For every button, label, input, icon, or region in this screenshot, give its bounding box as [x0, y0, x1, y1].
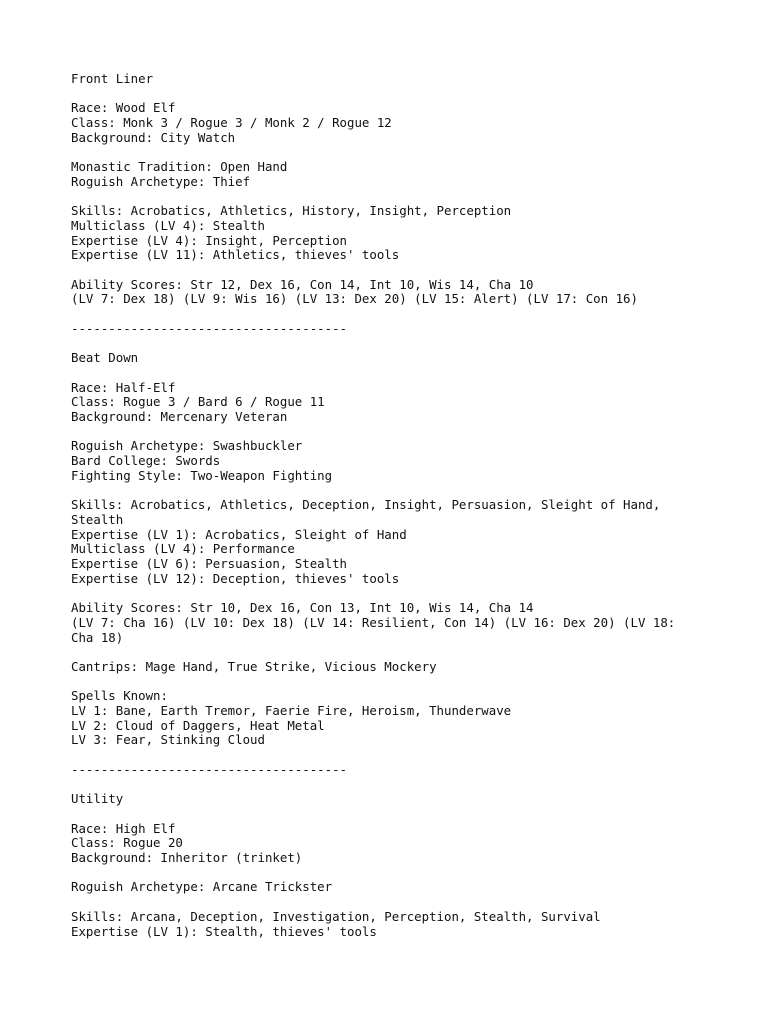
race-line: Race: High Elf [71, 820, 176, 836]
build-subclasses [71, 880, 721, 895]
skills-line: Expertise (LV 11): Athletics, thieves' tools [71, 247, 400, 263]
build-beat-down [71, 351, 721, 366]
skills-line: Expertise (LV 6): Persuasion, Stealth [71, 556, 348, 572]
document-page [71, 72, 721, 954]
spells-line: LV 1: Bane, Earth Tremor, Faerie Fire, Heroism, Thunderwave [71, 703, 512, 719]
ability-line: (LV 7: Cha 16) (LV 10: Dex 18) (LV 14: Resilient, Con 14) (LV 16: Dex 20) (LV 18: [71, 614, 676, 630]
build-basics [71, 822, 721, 866]
subclass-line: Roguish Archetype: Swashbuckler [71, 438, 303, 454]
section-divider: ------------------------------------- [71, 320, 348, 336]
background-line: Background: Mercenary Veteran [71, 409, 288, 425]
skills-line: Skills: Acrobatics, Athletics, History, Insight, Perception [71, 203, 512, 219]
build-title: Front Liner [71, 71, 154, 86]
background-line: Background: City Watch [71, 129, 236, 145]
cantrips-line: Cantrips: Mage Hand, True Strike, Vicious Mockery [71, 658, 437, 674]
skills-line: Skills: Acrobatics, Athletics, Deception, Insight, Persuasion, Sleight of Hand, [71, 497, 661, 513]
subclass-line: Roguish Archetype: Thief [71, 173, 251, 189]
spells-line: Spells Known: [71, 688, 168, 704]
skills-line: Expertise (LV 12): Deception, thieves' tools [71, 570, 400, 586]
build-spells [71, 689, 721, 748]
spells-line: LV 2: Cloud of Daggers, Heat Metal [71, 717, 325, 733]
build-cantrips [71, 660, 721, 675]
skills-line: Skills: Arcana, Deception, Investigation, Perception, Stealth, Survival [71, 908, 601, 924]
build-utility [71, 792, 721, 807]
race-line: Race: Wood Elf [71, 100, 176, 116]
build-title: Beat Down [71, 350, 139, 366]
ability-line: (LV 7: Dex 18) (LV 9: Wis 16) (LV 13: Dex 20) (LV 15: Alert) (LV 17: Con 16) [71, 291, 638, 307]
build-basics [71, 101, 721, 145]
race-line: Race: Half-Elf [71, 379, 176, 395]
build-front-liner [71, 72, 721, 87]
subclass-line: Roguish Archetype: Arcane Trickster [71, 879, 333, 895]
subclass-line: Bard College: Swords [71, 453, 221, 469]
ability-line: Cha 18) [71, 629, 124, 645]
build-skills [71, 204, 721, 263]
build-subclasses [71, 439, 721, 483]
skills-line: Stealth [71, 511, 124, 527]
skills-line: Expertise (LV 1): Acrobatics, Sleight of Hand [71, 526, 407, 542]
class-line: Class: Rogue 3 / Bard 6 / Rogue 11 [71, 394, 325, 410]
class-line: Class: Monk 3 / Rogue 3 / Monk 2 / Rogue 12 [71, 115, 392, 131]
build-subclasses [71, 160, 721, 189]
skills-line: Multiclass (LV 4): Stealth [71, 217, 265, 233]
spells-line: LV 3: Fear, Stinking Cloud [71, 732, 265, 748]
background-line: Background: Inheritor (trinket) [71, 850, 303, 866]
build-skills [71, 910, 721, 939]
build-basics [71, 381, 721, 425]
build-skills [71, 498, 721, 586]
skills-line: Expertise (LV 1): Stealth, thieves' tools [71, 923, 377, 939]
build-title: Utility [71, 791, 124, 807]
skills-line: Multiclass (LV 4): Performance [71, 541, 295, 557]
class-line: Class: Rogue 20 [71, 835, 183, 851]
section-divider: ------------------------------------- [71, 761, 348, 777]
build-abilities [71, 601, 721, 645]
build-abilities [71, 278, 721, 307]
ability-line: Ability Scores: Str 10, Dex 16, Con 13, Int 10, Wis 14, Cha 14 [71, 600, 534, 616]
skills-line: Expertise (LV 4): Insight, Perception [71, 232, 348, 248]
subclass-line: Fighting Style: Two-Weapon Fighting [71, 467, 333, 483]
subclass-line: Monastic Tradition: Open Hand [71, 159, 288, 175]
ability-line: Ability Scores: Str 12, Dex 16, Con 14, Int 10, Wis 14, Cha 10 [71, 276, 534, 292]
